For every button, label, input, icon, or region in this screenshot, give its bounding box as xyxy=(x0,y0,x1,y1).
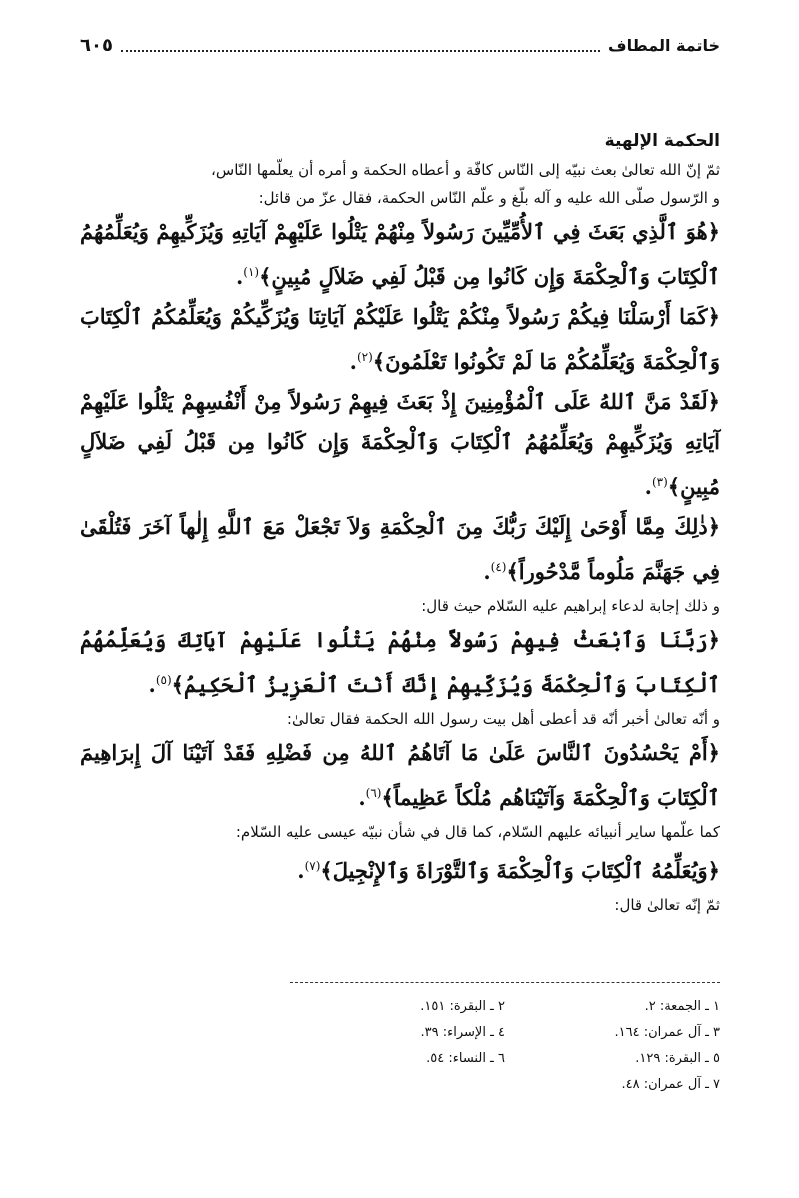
intro-line-2: و الرّسول صلّى الله عليه و آله بلّغ و علّم النّاس الحكمة، فقال عزّ من قائل: xyxy=(258,189,720,207)
quran-verse-3: ﴿لَقَدْ مَنَّ ٱللهُ عَلَى ٱلْمُؤْمِنِينَ إِذْ بَعَثَ فِيهِمْ رَسُولاً مِنْ أَنْفُسِهِمْ يَتْلُوا عَلَيْهِمْ آيَاتِهِ وَيُزَكِّيهِمْ وَيُعَلِّمُهُمُ ٱلْكِتَابَ وَٱلْحِكْمَةَ وَإِن كَانُوا مِن قَبْلُ لَفِي ضَلاَلٍ مُبِينٍ﴾$^{(٣)}$. xyxy=(80,389,720,499)
footnote-2: ٢ ـ البقرة: ١٥١. xyxy=(420,999,505,1014)
footnote-list xyxy=(290,995,720,1097)
verse-1-text: ﴿هُوَ ٱلَّذِي بَعَثَ فِي ٱلأُمِّيِّينَ رَسُولاً مِنْهُمْ يَتْلُوا عَلَيْهِمْ آيَاتِهِ وَيُزَكِّيهِمْ وَيُعَلِّمُهُمُ ٱلْكِتَابَ وَٱلْحِكْمَةَ وَإِن كَانُوا مِن قَبْلُ لَفِي ضَلاَلٍ مُبِينٍ﴾ xyxy=(80,219,720,289)
running-header xyxy=(80,30,720,60)
transition-text-4: ثمّ إنّه تعالىٰ قال: xyxy=(614,896,720,914)
quran-verse-7: ﴿وَيُعَلِّمُهُ ٱلْكِتَابَ وَٱلْحِكْمَةَ وَٱلتَّوْرَاةَ وَٱلإِنْجِيلَ﴾$^{(٧)}$. xyxy=(297,858,720,883)
verse-3-text: ﴿لَقَدْ مَنَّ ٱللهُ عَلَى ٱلْمُؤْمِنِينَ إِذْ بَعَثَ فِيهِمْ رَسُولاً مِنْ أَنْفُسِهِمْ يَتْلُوا عَلَيْهِمْ آيَاتِهِ وَيُزَكِّيهِمْ وَيُعَلِّمُهُمُ ٱلْكِتَابَ وَٱلْحِكْمَةَ وَإِن كَانُوا مِن قَبْلُ لَفِي ضَلاَلٍ مُبِينٍ﴾ xyxy=(80,389,720,499)
page xyxy=(80,30,720,1170)
quran-verse-2: ﴿كَمَا أَرْسَلْنَا فِيكُمْ رَسُولاً مِنْكُمْ يَتْلُوا عَلَيْكُمْ آيَاتِنَا وَيُزَكِّيكُمْ وَيُعَلِّمُكُمُ ٱلْكِتَابَ وَٱلْحِكْمَةَ وَيُعَلِّمُكُمْ مَا لَمْ تَكُونُوا تَعْلَمُونَ﴾$^{(٢)}$. xyxy=(80,304,720,374)
footnote-ref-1: (١) xyxy=(243,265,260,279)
quran-verse-5: ﴿رَبَّنَا وَٱبْعَثْ فِيهِمْ رَسُولاً مِنْهُمْ يَتْلُوا عَلَيْهِمْ آيَاتِكَ وَيُعَلِّمُهُمُ ٱلْكِتَابَ وَٱلْحِكْمَةَ وَيُزَكِّيهِمْ إِنَّكَ أَنْتَ ٱلْعَزِيزُ ٱلْحَكِيمُ﴾$^{(٥)}$. xyxy=(80,627,720,697)
verse-4-text: ﴿ذٰلِكَ مِمَّا أَوْحَىٰ إِلَيْكَ رَبُّكَ مِنَ ٱلْحِكْمَةِ وَلاَ تَجْعَلْ مَعَ ٱللَّهِ إِلٰهاً آخَرَ فَتُلْقَىٰ فِي جَهَنَّمَ مَلُوماً مَّدْحُوراً﴾ xyxy=(80,514,720,584)
quran-verse-4: ﴿ذٰلِكَ مِمَّا أَوْحَىٰ إِلَيْكَ رَبُّكَ مِنَ ٱلْحِكْمَةِ وَلاَ تَجْعَلْ مَعَ ٱللَّهِ إِلٰهاً آخَرَ فَتُلْقَىٰ فِي جَهَنَّمَ مَلُوماً مَّدْحُوراً﴾$^{(٤)}$. xyxy=(80,514,720,584)
footnote-4: ٤ ـ الإسراء: ٣٩. xyxy=(420,1025,505,1040)
verse-7-text: ﴿وَيُعَلِّمُهُ ٱلْكِتَابَ وَٱلْحِكْمَةَ وَٱلتَّوْرَاةَ وَٱلإِنْجِيلَ﴾ xyxy=(320,858,720,883)
transition-text-2: و أنّه تعالىٰ أخبر أنّه قد أعطى أهل بيت رسول الله الحكمة فقال تعالىٰ: xyxy=(286,710,720,728)
footnote-ref-5: (٥) xyxy=(155,673,172,687)
footnote-6: ٦ ـ النساء: ٥٤. xyxy=(426,1051,505,1066)
footnotes xyxy=(290,982,720,1097)
footnote-ref-4: (٤) xyxy=(490,560,507,574)
footnote-3: ٣ ـ آل عمران: ١٦٤. xyxy=(614,1025,720,1040)
verse-6-text: ﴿أَمْ يَحْسُدُونَ ٱلنَّاسَ عَلَىٰ مَا آتَاهُمُ ٱللهُ مِن فَضْلِهِ فَقَدْ آتَيْنَا آلَ إِبرَاهِيمَ ٱلْكِتَابَ وَٱلْحِكْمَةَ وَآتَيْنَاهُم مُلْكاً عَظِيماً﴾ xyxy=(80,740,720,810)
footnote-ref-7: (٧) xyxy=(304,859,321,873)
verse-2-text: ﴿كَمَا أَرْسَلْنَا فِيكُمْ رَسُولاً مِنْكُمْ يَتْلُوا عَلَيْكُمْ آيَاتِنَا وَيُزَكِّيكُمْ وَيُعَلِّمُكُمُ ٱلْكِتَابَ وَٱلْحِكْمَةَ وَيُعَلِّمُكُمْ مَا لَمْ تَكُونُوا تَعْلَمُونَ﴾ xyxy=(80,304,720,374)
footnote-7: ٧ ـ آل عمران: ٤٨. xyxy=(621,1077,720,1092)
section-title: الحكمة الإلهية xyxy=(604,131,720,151)
page-number: ٦٠٥ xyxy=(80,34,113,56)
header-leader-dots xyxy=(121,38,600,52)
footnote-ref-2: (٢) xyxy=(356,350,373,364)
footnote-5: ٥ ـ البقرة: ١٢٩. xyxy=(635,1051,720,1066)
footnote-1: ١ ـ الجمعة: ٢. xyxy=(644,999,720,1014)
footnote-ref-3: (٣) xyxy=(651,475,668,489)
intro-line-1: ثمّ إنّ الله تعالىٰ بعث نبيّه إلى النّاس كافّة و أعطاه الحكمة و أمره أن يعلّمها النّاس، xyxy=(211,161,720,179)
header-title: خاتمة المطاف xyxy=(608,35,720,55)
transition-text-3: كما علّمها ساير أنبيائه عليهم السّلام، كما قال في شأن نبيّه عيسى عليه السّلام: xyxy=(235,823,720,841)
quran-verse-1: ﴿هُوَ ٱلَّذِي بَعَثَ فِي ٱلأُمِّيِّينَ رَسُولاً مِنْهُمْ يَتْلُوا عَلَيْهِمْ آيَاتِهِ وَيُزَكِّيهِمْ وَيُعَلِّمُهُمُ ٱلْكِتَابَ وَٱلْحِكْمَةَ وَإِن كَانُوا مِن قَبْلُ لَفِي ضَلاَلٍ مُبِينٍ﴾$^{(١)}$. xyxy=(80,219,720,289)
verse-5-text: ﴿رَبَّنَا وَٱبْعَثْ فِيهِمْ رَسُولاً مِنْهُمْ يَتْلُوا عَلَيْهِمْ آيَاتِكَ وَيُعَلِّمُهُمُ ٱلْكِتَابَ وَٱلْحِكْمَةَ وَيُزَكِّيهِمْ إِنَّكَ أَنْتَ ٱلْعَزِيزُ ٱلْحَكِيمُ﴾ xyxy=(80,627,720,697)
intro-paragraph xyxy=(80,156,720,212)
transition-text-1: و ذلك إجابة لدعاء إبراهيم عليه السّلام حيث قال: xyxy=(421,597,720,615)
quran-verse-6: ﴿أَمْ يَحْسُدُونَ ٱلنَّاسَ عَلَىٰ مَا آتَاهُمُ ٱللهُ مِن فَضْلِهِ فَقَدْ آتَيْنَا آلَ إِبرَاهِيمَ ٱلْكِتَابَ وَٱلْحِكْمَةَ وَآتَيْنَاهُم مُلْكاً عَظِيماً﴾$^{(٦)}$. xyxy=(80,740,720,810)
footnote-ref-6: (٦) xyxy=(365,786,382,800)
